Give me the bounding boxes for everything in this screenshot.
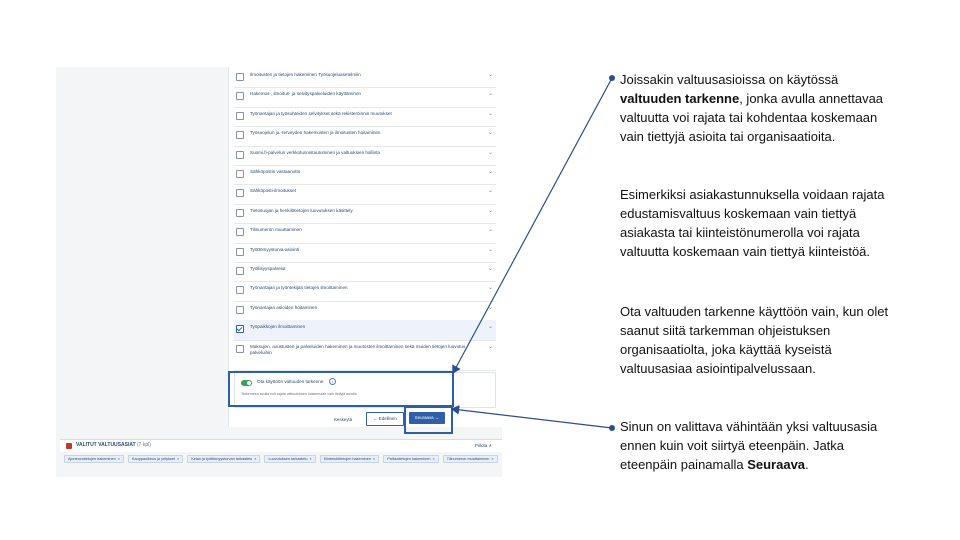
close-icon[interactable]: ×: [432, 457, 435, 461]
chevron-down-icon[interactable]: ⌄: [488, 285, 494, 292]
chip-label: Luovutuksen tarkastelu: [268, 457, 308, 461]
tarkenne-toggle-label: Ota käyttöön valtuuden tarkenne: [257, 379, 324, 384]
chip-label: Palkkatietojen hakeminen: [387, 457, 431, 461]
chevron-down-icon[interactable]: ⌄: [488, 207, 494, 214]
next-button[interactable]: Seuraava →: [409, 412, 445, 424]
close-icon[interactable]: ×: [177, 457, 180, 461]
callout-text: Sinun on valittava vähintään yksi valtuusasia ennen kuin voit siirtyä eteenpäin. Jatka eteenpäin painamalla: [620, 419, 878, 472]
callout-text: Joissakin valtuusasioissa on käytössä: [620, 72, 839, 87]
callout-text: .: [805, 457, 809, 472]
close-icon[interactable]: ×: [254, 457, 257, 461]
chip-label: Ajoneuvotietojen hakeminen: [68, 457, 116, 461]
selected-title-text: VALITUT VALTUUSASIAT: [76, 442, 136, 448]
chip-label: Tilinumeron muuttaminen: [446, 457, 490, 461]
chip-label: Kauppaoikeus ja yritykset: [131, 457, 175, 461]
valtuusasia-label: Työnantajan ja työntekijän tietojen ilmoittaminen: [250, 285, 348, 291]
valtuusasia-label: Työllisyyspalvelut: [250, 266, 286, 271]
valtuusasia-label: Työpaikkojen ilmoittaminen: [250, 324, 306, 330]
valtuusasia-label: Työttömyysturva-asiointi: [250, 246, 300, 252]
close-icon[interactable]: ×: [117, 457, 120, 461]
callout-dot: [609, 425, 615, 431]
chip-label: Kelan ja työttömyysturvan tarkastelu: [191, 457, 253, 461]
callout-bold: Seuraava: [747, 457, 806, 472]
callout-tarkenne: [620, 70, 890, 146]
selected-count: (7 kpl): [137, 442, 151, 448]
callout-dot: [609, 75, 615, 81]
chevron-down-icon[interactable]: ⌄: [488, 227, 494, 234]
valtuusasia-label: Työnantajan asioiden hoitaminen: [250, 304, 318, 310]
chevron-down-icon[interactable]: ⌄: [488, 149, 494, 156]
callout-instructions: Ota valtuuden tarkenne käyttöön vain, kun olet saanut siitä tarkemman ohjeistuksen organisaatiolta, joka käyttää kyseistä valtuusasiaa asiointipalvelussaan.: [620, 304, 889, 376]
callout-line-next: [452, 409, 612, 428]
callout-line-tarkenne: [453, 78, 612, 373]
valtuusasia-label: Työsuojelun ja -terveyden hakemusten ja ilmoitusten hoitaminen: [250, 130, 381, 136]
callout-text: , jonka avulla annettavaa valtuutta voi rajata tai kohdentaa koskemaan vain tiettyjä asioita tai organisaatioita.: [620, 91, 884, 144]
hide-selected-button[interactable]: Piilota ∧: [474, 443, 492, 448]
chevron-down-icon[interactable]: ⌄: [488, 188, 494, 195]
valtuusasia-label: Tilinumeron muuttaminen: [250, 227, 302, 233]
chevron-down-icon[interactable]: ⌄: [488, 246, 494, 253]
close-icon[interactable]: ×: [373, 457, 376, 461]
valtuusasia-label: Sähköpostin vastaanotto: [250, 169, 301, 174]
chevron-down-icon[interactable]: ⌄: [488, 343, 494, 350]
chevron-down-icon[interactable]: ⌄: [488, 169, 494, 175]
close-icon[interactable]: ×: [491, 457, 494, 461]
valtuusasia-label: Maksujen, avustusten ja palveluiden hakeminen ja muutosten ilmoittaminen sekä muiden tietojen luovutus palveluihin: [250, 343, 466, 355]
chevron-down-icon[interactable]: ⌄: [488, 72, 494, 78]
valtuusasia-label: Ilmoitusten ja tietojen hakeminen Työsuojeluasetelmiin: [250, 72, 361, 77]
callout-bold: valtuuden tarkenne: [620, 91, 740, 106]
chevron-down-icon[interactable]: ⌄: [488, 304, 494, 311]
valtuusasia-label: Sähköposti-ilmoitukset: [250, 188, 296, 194]
info-icon[interactable]: i: [329, 378, 336, 385]
back-button[interactable]: ← Edellinen: [366, 412, 404, 426]
callout-next: [620, 417, 890, 474]
chip-label: Kiinteistötietojen hakeminen: [323, 457, 371, 461]
tarkenne-help-text: Tarkenteen avulla voit rajata valtuutuksen koskemaan vain tiettyjä asioita: [241, 392, 357, 396]
cancel-button[interactable]: Keskeytä: [334, 417, 353, 422]
chevron-down-icon[interactable]: ⌄: [488, 110, 494, 117]
chevron-down-icon[interactable]: ⌄: [488, 324, 494, 331]
chevron-down-icon[interactable]: ⌄: [488, 266, 494, 272]
valtuusasia-label: Työnantajan ja työsuhteiden selvitykset sekä rekisteröinnin muutokset: [250, 110, 392, 116]
valtuusasia-label: Tietosuojan ja henkilötietojen luovutuksen käsittely: [250, 207, 353, 213]
chevron-down-icon[interactable]: ⌄: [488, 130, 494, 137]
valtuusasia-label: Hakemus-, ilmoitus- ja selvityspalveluiden käyttäminen: [250, 91, 362, 97]
valtuusasia-label: Suomi.fi-palvelun verkkotunnistautuminen ja valtuuksien hallinta: [250, 149, 380, 155]
chevron-down-icon[interactable]: ⌄: [488, 91, 494, 98]
callout-example: Esimerkiksi asiakastunnuksella voidaan rajata edustamisvaltuus koskemaan vain tiettyä asiakasta tai kiinteistönumerolla voi rajata valtuutta koskemaan vain tiettyä kiinteistöä.: [620, 187, 885, 259]
close-icon[interactable]: ×: [309, 457, 312, 461]
